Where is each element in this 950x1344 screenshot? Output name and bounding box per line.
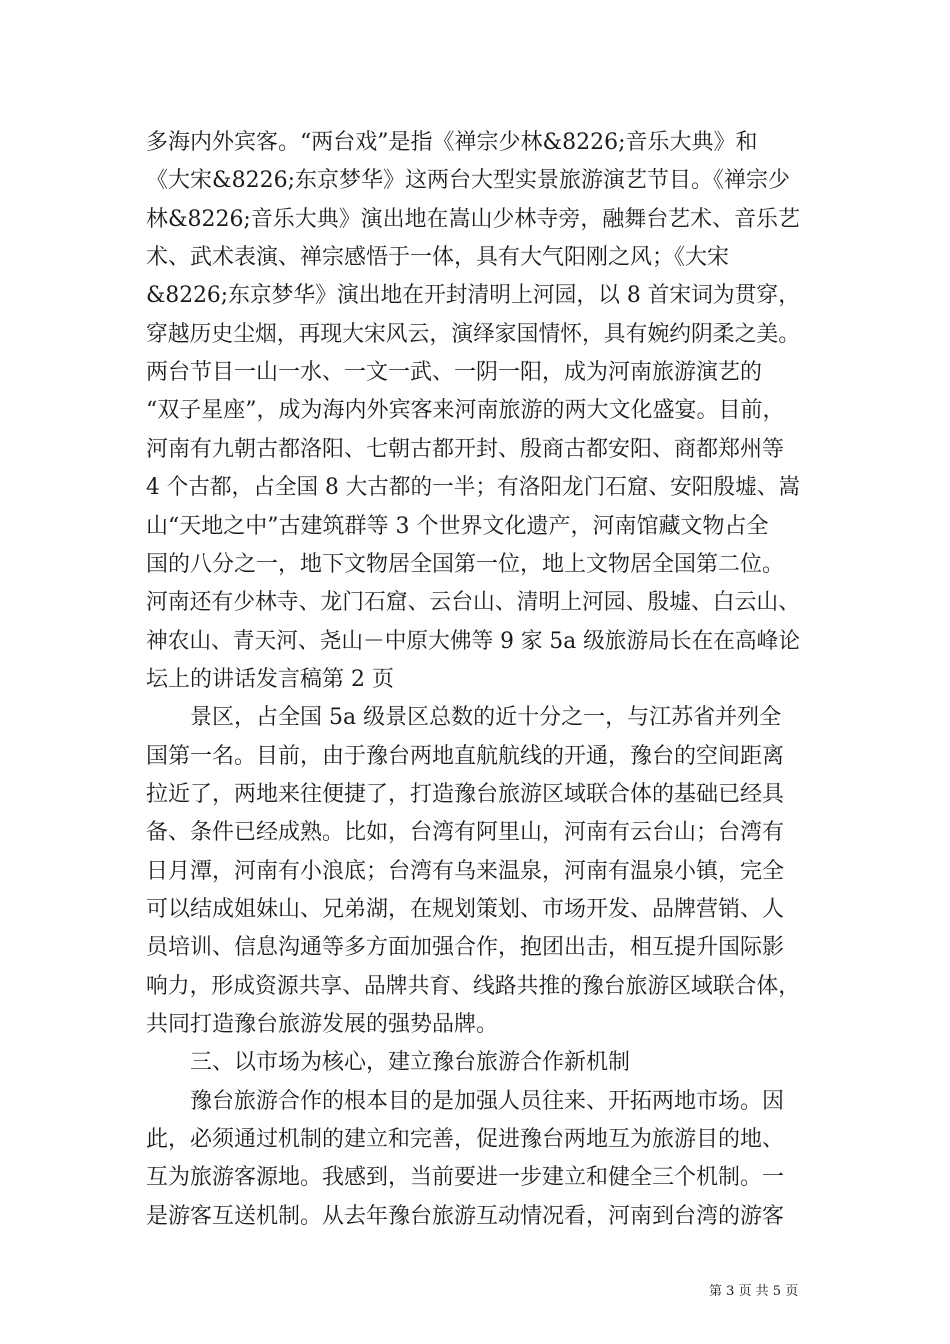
text-line: 两台节目一山一水、一文一武、一阴一阳，成为河南旅游演艺的 (146, 360, 763, 385)
text-line: 穿越历史尘烟，再现大宋风云，演绎家国情怀，具有婉约阴柔之美。 (146, 322, 801, 347)
text-line: 备、条件已经成熟。比如，台湾有阿里山，河南有云台山；台湾有 (146, 820, 785, 845)
text-line: 坛上的讲话发言稿第 2 页 (146, 667, 394, 692)
text-line: 景区，占全国 5a 级景区总数的近十分之一，与江苏省并列全 (146, 705, 782, 730)
text-line: 4 个古都，占全国 8 大古都的一半；有洛阳龙门石窟、安阳殷墟、嵩 (146, 475, 800, 500)
text-line: 山“天地之中”古建筑群等 3 个世界文化遗产，河南馆藏文物占全 (146, 514, 769, 539)
text-line: 国的八分之一，地下文物居全国第一位，地上文物居全国第二位。 (146, 552, 785, 577)
text-line: 此，必须通过机制的建立和完善，促进豫台两地互为旅游目的地、 (146, 1127, 785, 1152)
text-line: 豫台旅游合作的根本目的是加强人员往来、开拓两地市场。因 (146, 1089, 785, 1114)
text-line: 术、武术表演、禅宗感悟于一体，具有大气阳刚之风；《大宋 (146, 245, 730, 270)
text-line: 林&8226;音乐大典》演出地在嵩山少林寺旁，融舞台艺术、音乐艺 (146, 207, 800, 232)
text-line: 多海内外宾客。“两台戏”是指《禅宗少林&8226;音乐大典》和 (146, 130, 758, 155)
text-line: 员培训、信息沟通等多方面加强合作，抱团出击，相互提升国际影 (146, 935, 785, 960)
text-line: 互为旅游客源地。我感到，当前要进一步建立和健全三个机制。一 (146, 1165, 785, 1190)
text-line: 日月潭，河南有小浪底；台湾有乌来温泉，河南有温泉小镇，完全 (146, 859, 785, 884)
text-line: 河南还有少林寺、龙门石窟、云台山、清明上河园、殷墟、白云山、 (146, 590, 801, 615)
text-line: 三、以市场为核心，建立豫台旅游合作新机制 (146, 1050, 631, 1075)
text-line: 神农山、青天河、尧山－中原大佛等 9 家 5a 级旅游局长在在高峰论 (146, 629, 801, 654)
text-line: 是游客互送机制。从去年豫台旅游互动情况看，河南到台湾的游客 (146, 1204, 785, 1229)
page-footer: 第 3 页 共 5 页 (709, 1284, 799, 1299)
text-line: 《大宋&8226;东京梦华》这两台大型实景旅游演艺节目。《禅宗少 (146, 168, 790, 193)
text-line: “双子星座”，成为海内外宾客来河南旅游的两大文化盛宴。目前， (146, 398, 785, 423)
text-line: 拉近了，两地来往便捷了，打造豫台旅游区域联合体的基础已经具 (146, 782, 785, 807)
text-line: &8226;东京梦华》演出地在开封清明上河园，以 8 首宋词为贯穿， (146, 283, 800, 308)
text-line: 共同打造豫台旅游发展的强势品牌。 (146, 1012, 499, 1037)
text-line: 响力，形成资源共享、品牌共育、线路共推的豫台旅游区域联合体， (146, 974, 801, 999)
text-line: 河南有九朝古都洛阳、七朝古都开封、殷商古都安阳、商都郑州等 (146, 437, 785, 462)
text-line: 国第一名。目前，由于豫台两地直航航线的开通，豫台的空间距离 (146, 744, 785, 769)
text-line: 可以结成姐妹山、兄弟湖，在规划策划、市场开发、品牌营销、人 (146, 897, 785, 922)
